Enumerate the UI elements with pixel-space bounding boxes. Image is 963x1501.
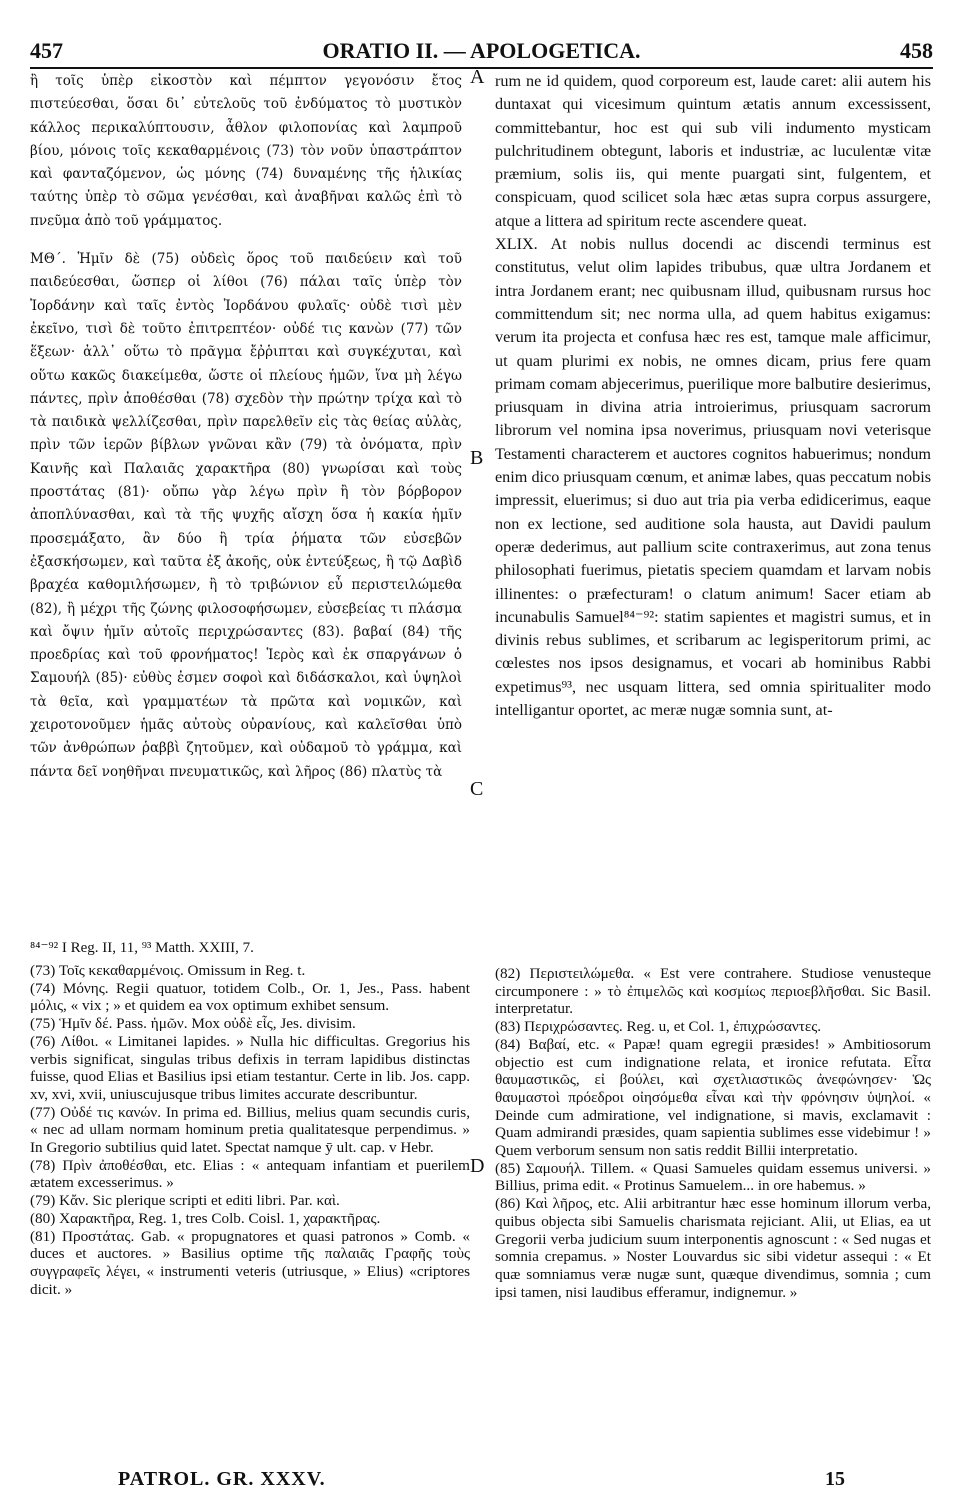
note-76: (76) Λίθοι. « Limitanei lapides. » Nulla hic difficultas. Gregorius his verbis significat, singulas tribus defixis in terram lapidibus distinctas fuisse, quod Elias et Basilius ipsi etiam testantur. Certe in lib. Jos. capp. xv, xvi, xvii, uniuscujusque tribus limites accurate describuntur.: [30, 1032, 470, 1103]
greek-paragraph-2: ΜΘ΄. Ἡμῖν δὲ (75) οὐδεὶς ὅρος τοῦ παιδεύειν καὶ τοῦ παιδεύεσθαι, ὥσπερ οἱ λίθοι (76) πάλαι ταῖς ὑπὲρ τὸν Ἰορδάνην καὶ ταῖς ἐντὸς Ἰορδάνου φυλαῖς· οὐδὲ τισὶ μὲν ἐκεῖνο, τισὶ δὲ τοῦτο ἐπιτρεπτέον· οὐδέ τις κανὼν (77) τῶν ἕξεων· ἀλλ᾿ οὕτω τὸ πρᾶγμα ἔῤῥιπται καὶ συγκέχυται, καὶ οὕτω κακῶς διακείμεθα, ὥστε οἱ πλείους ἡμῶν, ἵνα μὴ λέγω πάντες, πρὶν ἀποθέσθαι (78) σχεδὸν τὴν πρώτην τρίχα καὶ τὸ τὰ παιδικὰ ψελλίζεσθαι, πρὶν παρελθεῖν εἰς τὰς θείας αὐλὰς, πρὶν τῶν ἱερῶν βίβλων γνῶναι κἂν (79) τὰ ὀνόματα, πρὶν Καινῆς καὶ Παλαιᾶς χαρακτῆρα (80) γνωρίσαι καὶ τοὺς προστάτας (81)· οὔπω γὰρ λέγω πρὶν ἢ τὸν βόρβορον ἀποπλύνασθαι, καὶ τὰ τῆς ψυχῆς αἴσχη ὅσα ἡ κακία ἡμῖν προσεμάξατο, ἂν δύο ἢ τρία ῥήματα τῶν εὐσεβῶν ἐξασκήσωμεν, καὶ ταῦτα ἐξ ἀκοῆς, οὐκ ἐντεύξεως, ἢ τῷ Δαβὶδ βραχέα καθομιλήσωμεν, ἢ τὸ τριβώνιον εὖ περιστειλώμεθα (82), ἢ μέχρι τῆς ζώνης φιλοσοφήσωμεν, εὐσεβείας τι πλάσμα καὶ ὄψιν ἡμῖν αὐτοῖς περιχρώσαντες (83). βαβαί (84) τῆς προεδρίας καὶ τοῦ φρονήματος! Ἱερὸς καὶ ἐκ σπαργάνων ὁ Σαμουήλ (85)· εὐθὺς ἐσμεν σοφοὶ καὶ διδάσκαλοι, καὶ ὑψηλοὶ τὰ θεῖα, καὶ γραμματέων τὰ πρῶτα καὶ νομικῶν, καὶ χειροτονοῦμεν ἡμᾶς αὐτοὺς οὐρανίους, καὶ καλεῖσθαι ὑπὸ τῶν ἀνθρώπων ῥαββὶ ζητοῦμεν, καὶ οὐδαμοῦ τὸ γράμμα, καὶ πάντα δεῖ νοηθῆναι πνευματικῶς, καὶ λῆρος (86) πλατὺς τὰ: [30, 251, 462, 780]
latin-column: [495, 70, 931, 722]
margin-letter-a: A: [470, 66, 485, 88]
note-78: (78) Πρὶν ἀποθέσθαι, etc. Elias : « antequam infantiam et puerilem ætatem excesserimus. »: [30, 1156, 470, 1192]
margin-letter-b: B: [470, 447, 484, 469]
volume-signature: PATROL. GR. XXXV.: [118, 1468, 326, 1490]
notes-left-column: [30, 962, 470, 1298]
greek-column: [30, 70, 462, 784]
right-page-number: 458: [900, 38, 933, 63]
latin-paragraph-2: XLIX. At nobis nullus docendi ac discendi terminus est constitutus, velut olim lapides tribubus, quæ ultra Jordanem et intra Jordanem erant; nec quibusnam illud, quibusnam rursus hoc committendum sit; nec norma ulla, ad quem habitus exigamus: verum ita projecta et confusa hæc res est, tamque male afficimur, ut quam plurimi ex nobis, ne omnes dicam, prius fere quam primam comam abjecerimus, puerilique more balbutire desierimus, priusquam in divina atria introierimus, priusquam sacrorum librorum vel nomina ipsa noverimus, priusquam novi veterisque Testamenti characterem et auctores cognitos habuerimus; nondum enim dico priusquam cœnum, et animæ labes, quas peccatum nobis impressit, eluerimus; si duo aut tria pia verba edidicerimus, eaque non ex lectione, sed auditione sola hausta, aut Davidi paulum operæ dederimus, aut pallium scite contraxerimus, aut zona tenus philosophati fuerimus, pietatis speciem quamdam et larvam nobis illinentes: o præfecturam! o clatum animum! Sacer etiam ab incunabulis Samuel⁸⁴⁻⁹²: statim sapientes et magistri sumus, et in divinis rebus sublimes, et scribarum ac legisperitorum primi, ac cœlestes nos ipsos designamus, et vocari ab hominibus Rabbi expetimus⁹³, nec usquam littera, sed omnia spiritualiter modo intelligantur oportet, ac meræ nugæ somnia sunt, at-: [495, 235, 931, 720]
note-84: (84) Βαβαί, etc. « Papæ! quam egregii præsides! » Ambitiosorum objectio est cum indignatione relata, et ironice refutata. Εἶτα θαυμαστικῶς, εἰ βούλει, καὶ σχετλιαστικῶς ἀνεφώνησεν· Ὡς θαυμαστοὶ πρόεδροι οἰησόμεθα εἶναι καὶ τὴν φρόνησιν ὑψηλοί. « Deinde cum admiratione, vel indignatione, si mavis, exclamavit : Quam admirandi præsides, quam sapientia sublimes esse videbimur ! » Quem verborum sensum non satis reddit Billii interpretatio.: [495, 1035, 931, 1160]
note-74: (74) Μόνης. Regii quatuor, totidem Colb., Or. 1, Jes., Pass. habent μόλις, « vix ; » et quidem ea vox optimum exhibet sensum.: [30, 979, 470, 1015]
note-85: (85) Σαμουήλ. Tillem. « Quasi Samueles quidam essemus universi. » Billius, prima edit. « Protinus Samuelem... in ore habemus. »: [495, 1159, 931, 1195]
running-header: [30, 38, 933, 66]
note-83: (83) Περιχρώσαντες. Reg. u, et Col. 1, ἐπιχρώσαντες.: [495, 1018, 822, 1036]
note-82: (82) Περιστειλώμεθα. « Est vere contrahere. Studiose venusteque circumponere : » τὸ ἐπιμελῶς καὶ κοσμίως περιοεβλῆσθαι. Sic Basil. interpretatur.: [495, 965, 931, 1018]
note-81: (81) Προστάτας. Gab. « propugnatores et quasi patronos » Comb. « duces et auctores. » Basilius optime τῆς παλαιᾶς Γραφῆς τοὺς συγγραφεῖς λέγει, « instrumenti veteris (utriusque, » Elius) «criptores dicit. »: [30, 1227, 470, 1298]
left-page-number: 457: [30, 38, 63, 63]
running-title: ORATIO II. — APOLOGETICA.: [322, 38, 641, 63]
note-73: (73) Τοῖς κεκαθαρμένοις. Omissum in Reg. t.: [30, 962, 306, 979]
signature-number: 15: [825, 1468, 845, 1490]
latin-paragraph-1: rum ne id quidem, quod corporeum est, laude caret: alii autem his duntaxat qui vicesimum quintum ætatis annum excessissent, committebantur, hoc est qui sub vili indumento mysticam pulchritudinem obtegunt, laboris et industriæ, ac luculentæ vitæ præmium, solis iis, qui mente puargati sint, fulgentem, et conspicuam, quod scilicet sola hæc ætas supra corpus assurgere, atque a littera ad spiritum recte ascendere queat.: [495, 72, 931, 230]
note-86: (86) Καὶ λῆρος, etc. Alii arbitrantur hæc esse hominum illorum verba, quibus objecta sibi Samuelis charismata rejiciant. Alii, ut Elias, ea ut Gregorii verba judicium suum interponentis agnoscunt : « Sed nugas et somnia crepamus. » Noster Louvardus sic sibi videtur assequi : « Et quæ somniamus veræ nugæ sunt, quæque divendimus, somnia ; cum ipsi tamen, nisi laudibus efferamur, indignemur. »: [495, 1195, 931, 1301]
greek-paragraph-1: ἢ τοῖς ὑπὲρ εἰκοστὸν καὶ πέμπτον γεγονόσιν ἔτος πιστεύεσθαι, ὅσαι δι᾿ εὐτελοῦς τοῦ ἐνδύματος τὸ μυστικὸν κάλλος περικαλύπτουσιν, ἆθλον φιλοπονίας καὶ λαμπροῦ βίου, μόνοις τοῖς κεκαθαρμένοις (73) τὸν νοῦν ὑπαστράπτον καὶ φανταζόμενον, ὡς μόνης (74) δυναμένης τῆς ἡλικίας ταύτης ὑπὲρ τὸ σῶμα γενέσθαι, καὶ ἀναβῆναι καλῶς ἐπὶ τὸ πνεῦμα ἀπὸ τοῦ γράμματος.: [30, 73, 462, 229]
margin-letter-c: C: [470, 778, 484, 800]
scripture-references: ⁸⁴⁻⁹² I Reg. II, 11, ⁹³ Matth. XXIII, 7.: [30, 940, 254, 956]
note-77: (77) Οὐδέ τις κανών. In prima ed. Billius, melius quam secundis curis, « nec ad ullam normam hominum pretia qualitatesque perpendimus. » In Gregorio subtilius quid latet. Spectat namque ȳ ult. cap. v Hebr.: [30, 1103, 470, 1157]
note-79: (79) Κἄν. Sic plerique scripti et editi libri. Par. καὶ.: [30, 1192, 340, 1210]
note-80: (80) Χαρακτῆρα, Reg. 1, tres Colb. Coisl. 1, χαρακτῆρας.: [30, 1209, 381, 1227]
margin-letter-d: D: [470, 1155, 485, 1177]
notes-right-column: [495, 965, 931, 1301]
note-75: (75) Ἡμῖν δέ. Pass. ἡμῶν. Mox οὐδὲ εἷς, Jes. divisim.: [30, 1015, 356, 1033]
